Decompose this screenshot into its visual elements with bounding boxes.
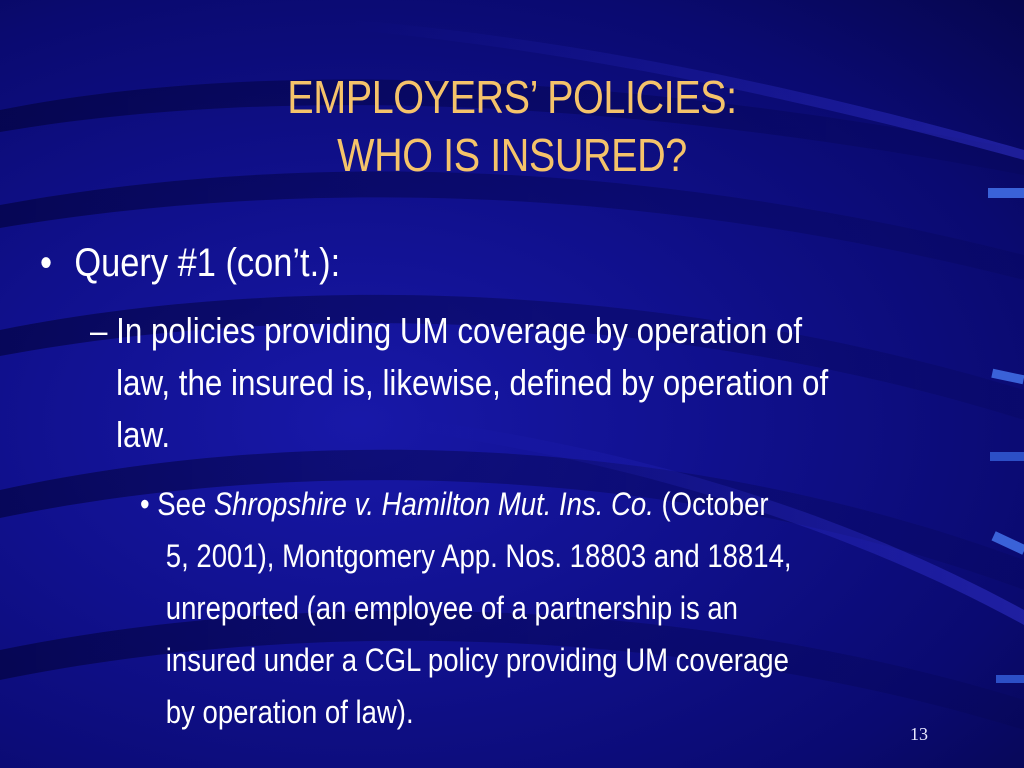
sub-text-1: In policies providing UM coverage by operation of — [116, 310, 803, 351]
query-heading: Query #1 (con’t.): — [74, 241, 341, 285]
citation-line-4: insured under a CGL policy providing UM coverage — [165, 642, 789, 678]
bullet-marker: • — [40, 241, 53, 285]
citation-line-2: 5, 2001), Montgomery App. Nos. 18803 and 18814, — [165, 538, 792, 574]
sub-bullet-um-coverage — [90, 305, 969, 461]
page-number: 13 — [910, 724, 928, 744]
sub-bullet-line-1 — [90, 305, 969, 357]
citation-bullet — [140, 478, 1000, 738]
citation-line-3: unreported (an employee of a partnership is an — [165, 590, 738, 626]
citation-line-5: by operation of law). — [165, 694, 414, 730]
sub-bullet-line-3: law. — [116, 414, 171, 455]
citation-line-1 — [140, 478, 1000, 530]
citation-marker: • — [140, 486, 150, 522]
sub-bullet-line-2: law, the insured is, likewise, defined by operation of — [116, 362, 829, 403]
dash-marker: – — [90, 310, 108, 351]
citation-see: See — [157, 486, 214, 522]
title-line-2: WHO IS INSURED? — [337, 129, 687, 181]
citation-date-start: (October — [653, 486, 769, 522]
case-name: Shropshire v. Hamilton Mut. Ins. Co. — [213, 486, 654, 522]
bullet-query — [40, 238, 340, 288]
title-line-1: EMPLOYERS’ POLICIES: — [287, 71, 737, 123]
